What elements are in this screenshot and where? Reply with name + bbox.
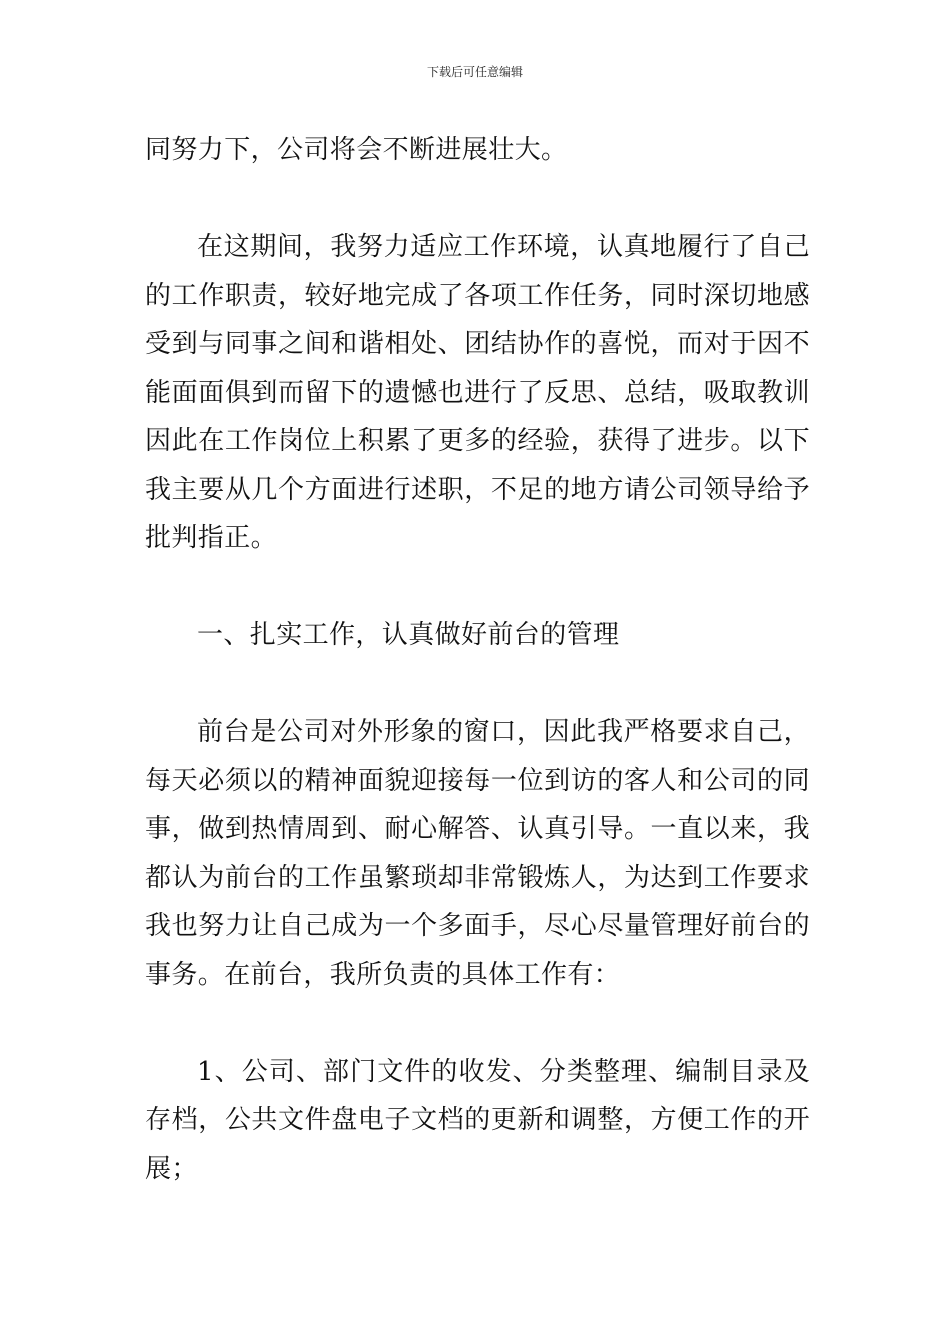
paragraph-front-desk: 前台是公司对外形象的窗口，因此我严格要求自己，每天必须以的精神面貌迎接每一位到访的客人和公司的同事，做到热情周到、耐心解答、认真引导。一直以来，我都认为前台的工作虽繁琐却非常锻炼人，为达到工作要求我也努力让自己成为一个多面手，尽心尽量管理好前台的事务。在前台，我所负责的具体工作有： (145, 717, 810, 990)
paragraph-continuation: 同努力下，公司将会不断进展壮大。 (145, 135, 568, 165)
section-heading: 一、扎实工作，认真做好前台的管理 (197, 620, 620, 650)
document-body (145, 126, 810, 1193)
paragraph-gap (145, 999, 810, 1048)
page-header: 下载后可任意编辑 (426, 65, 523, 79)
paragraph-item-1: 1、公司、部门文件的收发、分类整理、编制目录及存档，公共文件盘电子文档的更新和调整，方便工作的开展； (145, 1056, 810, 1184)
paragraph-intro: 在这期间，我努力适应工作环境，认真地履行了自己的工作职责，较好地完成了各项工作任务，同时深切地感受到与同事之间和谐相处、团结协作的喜悦，而对于因不能面面俱到而留下的遗憾也进行了反思、总结，吸取教训因此在工作岗位上积累了更多的经验，获得了进步。以下我主要从几个方面进行述职，不足的地方请公司领导给予批判指正。 (145, 232, 810, 553)
paragraph-gap (145, 563, 810, 612)
paragraph-gap (145, 660, 810, 709)
paragraph-gap (145, 175, 810, 224)
